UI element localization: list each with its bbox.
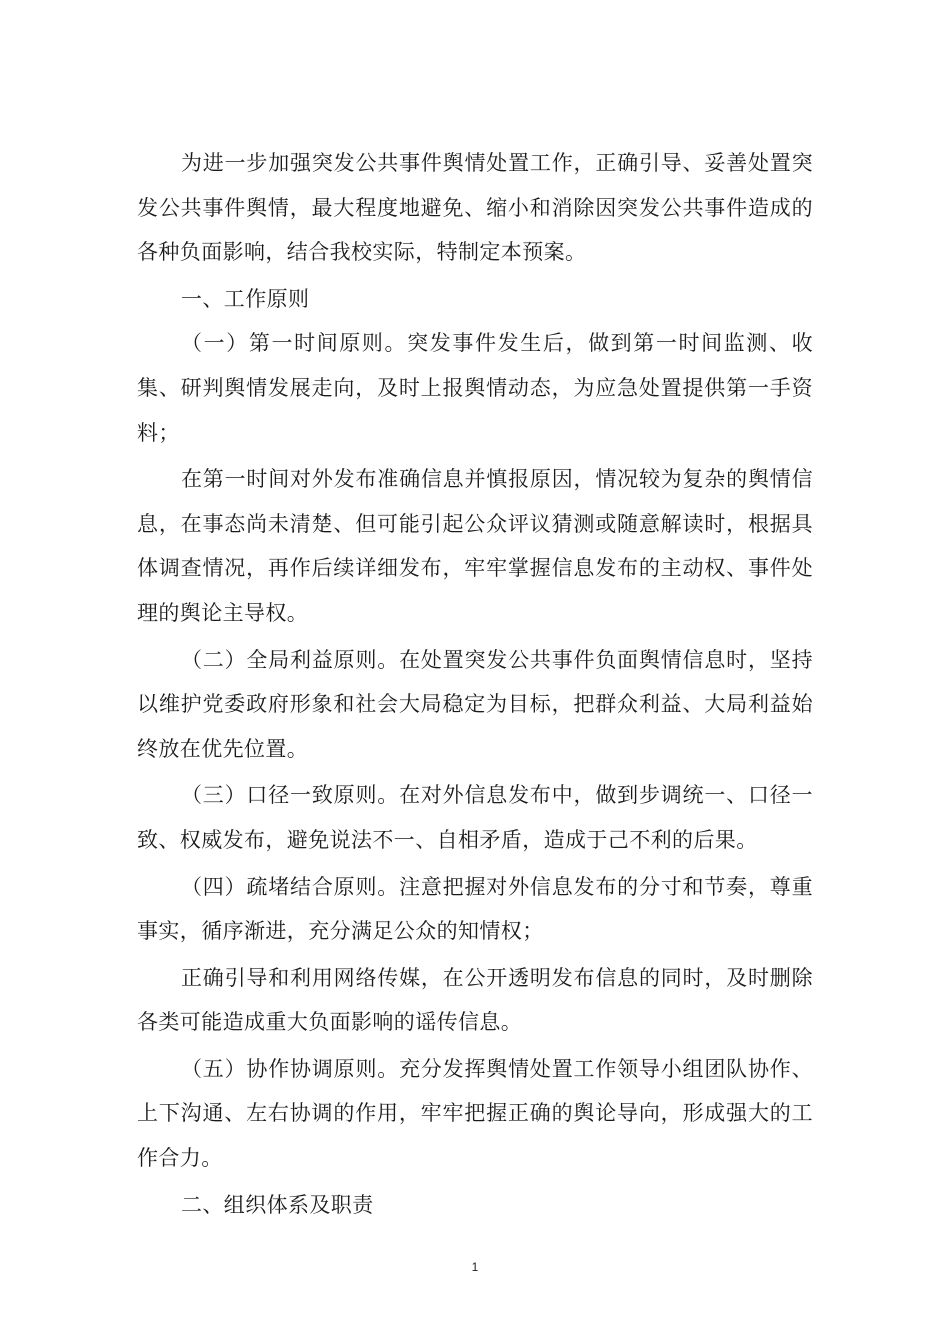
principle-balance-continued-paragraph: 正确引导和利用网络传媒，在公开透明发布信息的同时，及时删除各类可能造成重大负面影响的谣传信息。 (137, 965, 813, 1035)
principle-overall-interest-paragraph: （二）全局利益原则。在处置突发公共事件负面舆情信息时，坚持以维护党委政府形象和社会大局稳定为目标，把群众利益、大局利益始终放在优先位置。 (137, 647, 813, 761)
section-heading-organization: 二、组织体系及职责 (181, 1192, 374, 1217)
principle-first-time-paragraph: （一）第一时间原则。突发事件发生后，做到第一时间监测、收集、研判舆情发展走向，及时上报舆情动态，为应急处置提供第一手资料； (137, 331, 813, 445)
principle-first-time-continued-paragraph: 在第一时间对外发布准确信息并慎报原因，情况较为复杂的舆情信息，在事态尚未清楚、但可能引起公众评议猜测或随意解读时，根据具体调查情况，再作后续详细发布，牢牢掌握信息发布的主动权、事件处理的舆论主导权。 (137, 467, 813, 625)
section-heading-principles: 一、工作原则 (181, 286, 310, 311)
principle-cooperation-paragraph: （五）协作协调原则。充分发挥舆情处置工作领导小组团队协作、上下沟通、左右协调的作用，牢牢把握正确的舆论导向，形成强大的工作合力。 (137, 1056, 813, 1171)
document-body (137, 141, 813, 1227)
page-number: 1 (471, 1260, 479, 1274)
intro-paragraph: 为进一步加强突发公共事件舆情处置工作，正确引导、妥善处置突发公共事件舆情，最大程度地避免、缩小和消除因突发公共事件造成的各种负面影响，结合我校实际，特制定本预案。 (137, 151, 813, 265)
principle-balance-paragraph: （四）疏堵结合原则。注意把握对外信息发布的分寸和节奏，尊重事实，循序渐进，充分满足公众的知情权； (137, 874, 813, 944)
principle-consistent-message-paragraph: （三）口径一致原则。在对外信息发布中，做到步调统一、口径一致、权威发布，避免说法不一、自相矛盾，造成于己不利的后果。 (137, 783, 813, 852)
